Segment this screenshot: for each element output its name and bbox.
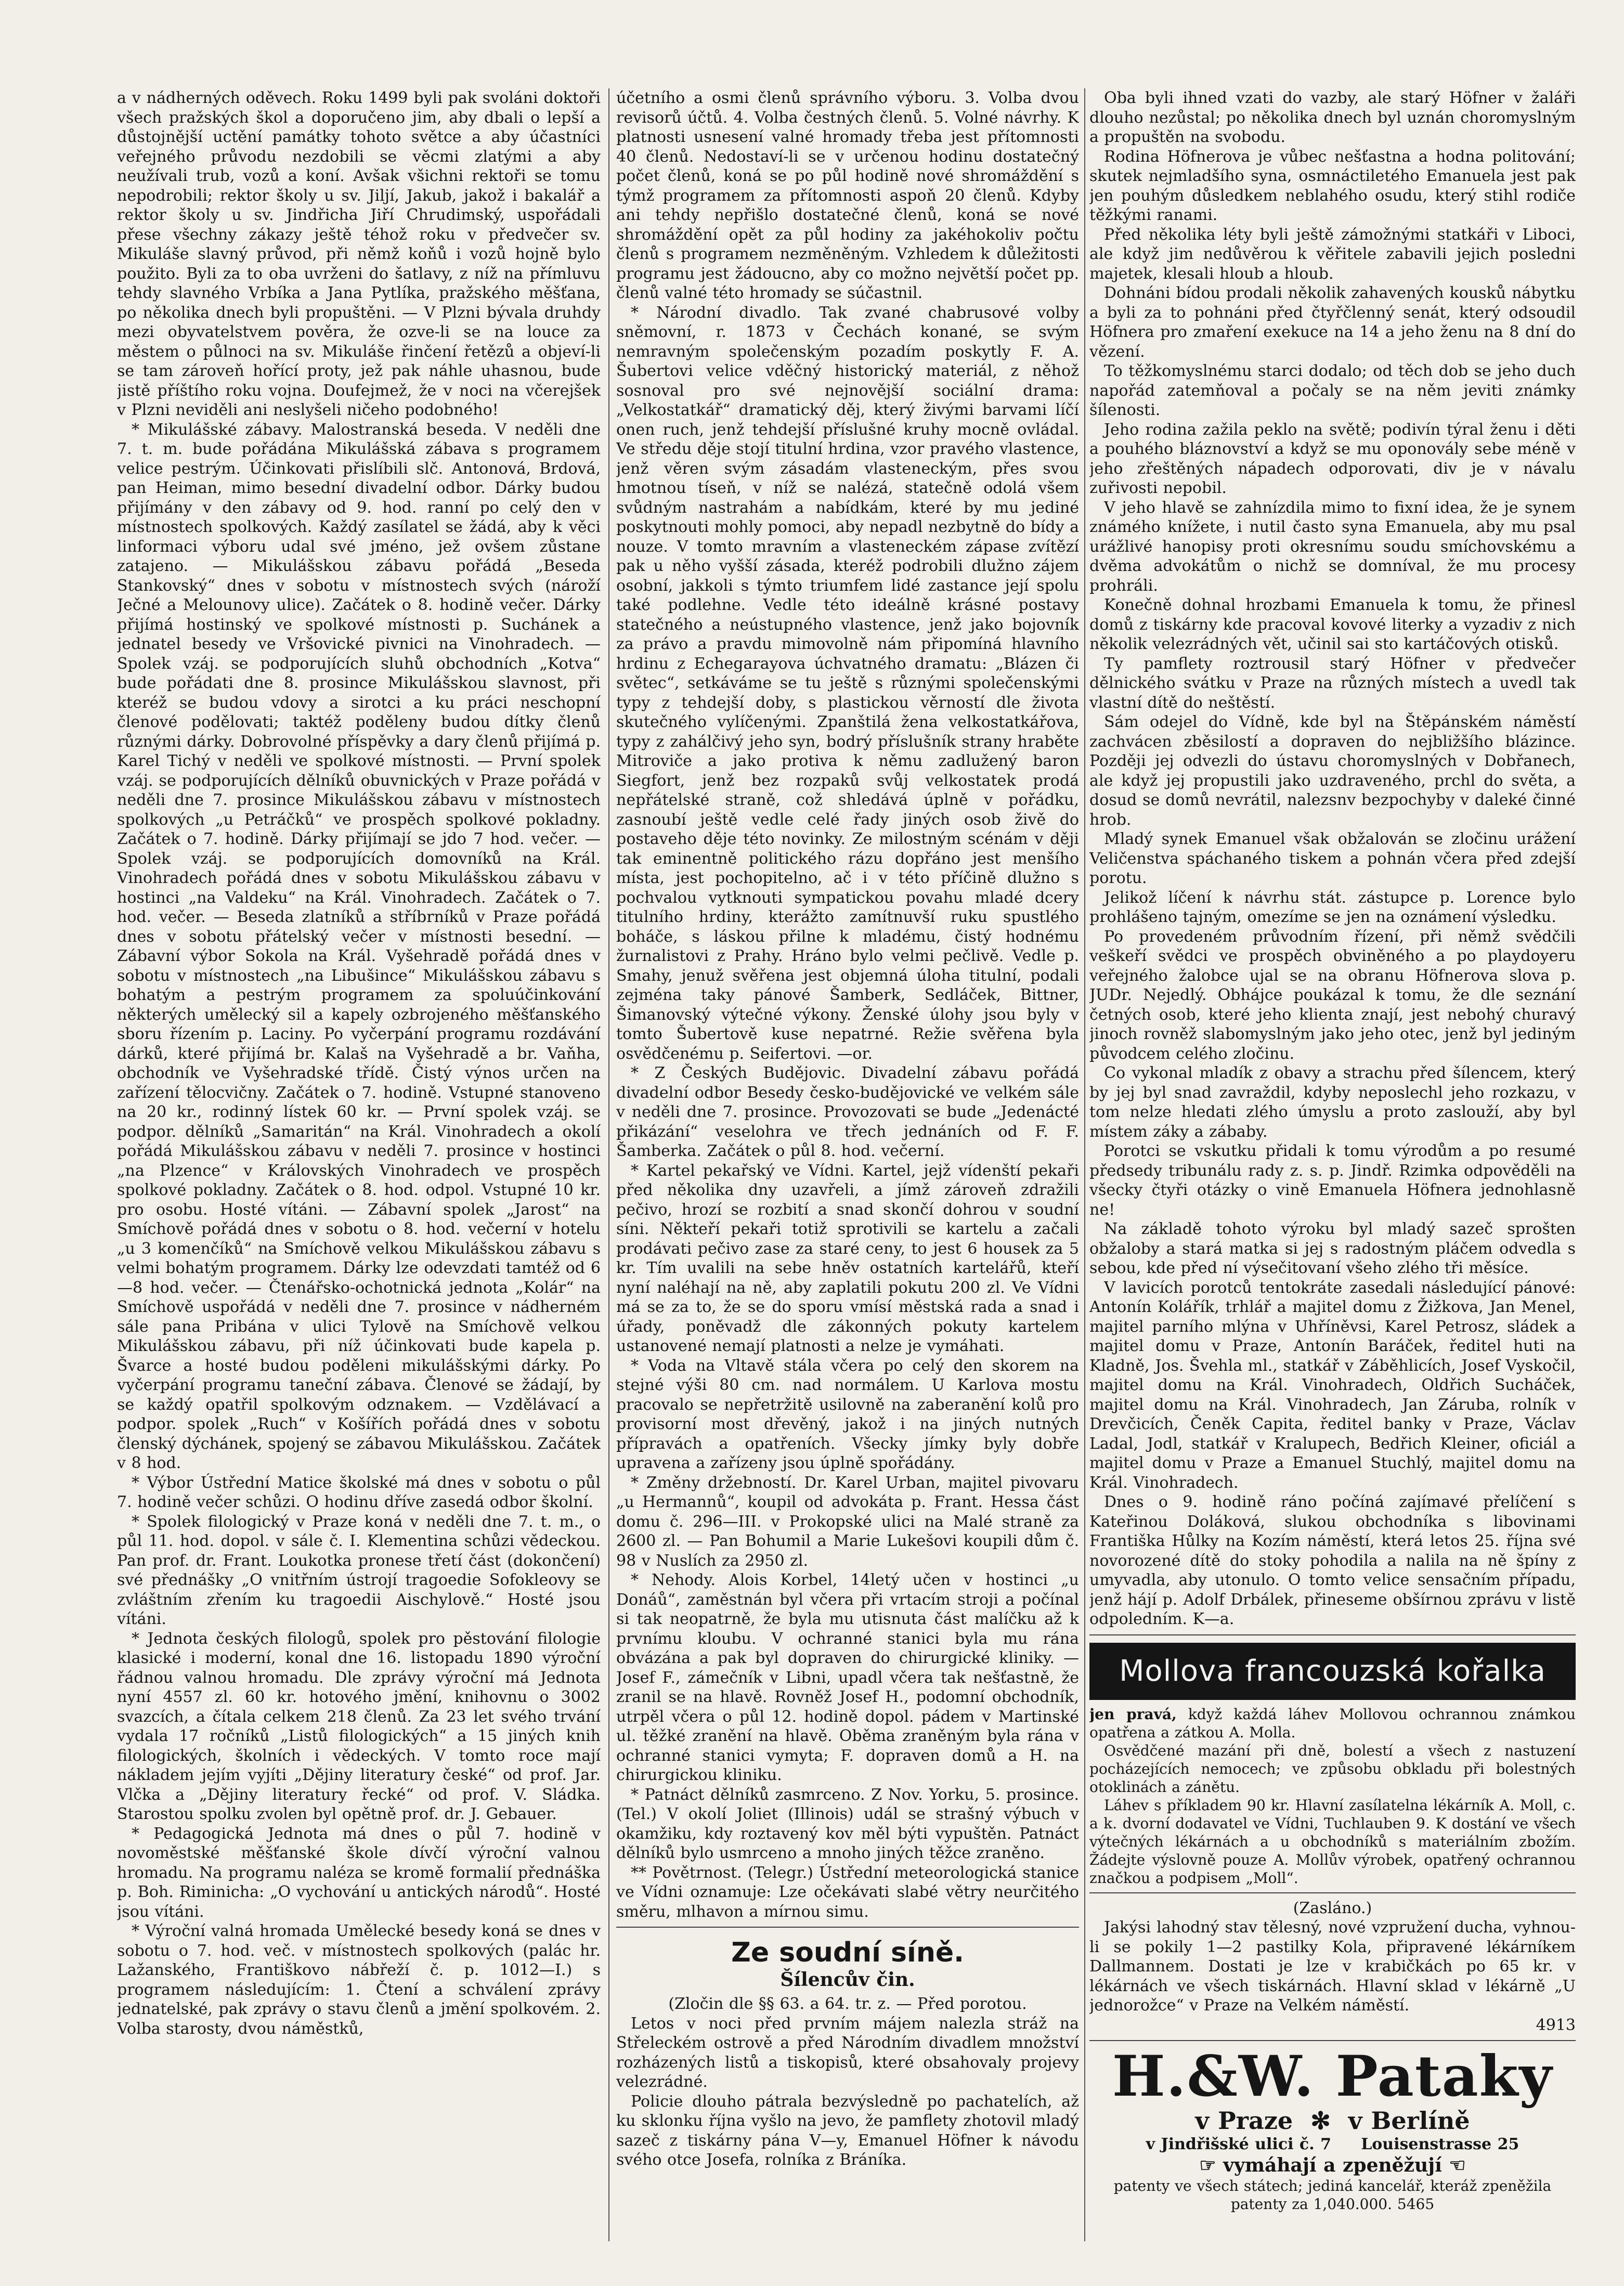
- court-continued: Mladý synek Emanuel však obžalován se zločinu urážení Veličenstva spáchaného tiskem a pohnán včera před zdejší porotu.: [1089, 830, 1576, 887]
- ad-mollova-lead-rest: když každá láhev Mollovou ochrannou známkou opatřena a zátkou A. Molla.: [1089, 1705, 1576, 1741]
- column-3: [1089, 88, 1576, 2252]
- column-2: [616, 88, 1079, 2252]
- article-kartel: * Kartel pekařský ve Vídni. Kartel, jejž vídenští pekaři před několika dny uzavřeli, a jímž zároveň zdražili pečivo, hrozí se rozbití a snad skončí dohrou v soudní síni. Někteří pekaři totiž sprotivili se kartelu a začali prodávati pečivo zase za staré ceny, to jest 6 housek za 5 kr. Tím uvalili na sebe hněv ostatních kartelářů, kteří nyní naléhají na ně, aby zaplatili pokutu 200 zl. Ve Vídni má se za to, že se do sporu vmísí městská rada a snad i úřady, poněvadž dle zákonných pokuty kartelem ustanovené nemají platnosti a nelze je vymáhati.: [616, 1161, 1079, 1355]
- ad-pataky-desc: patenty ve všech státech; jediná kancelář, kteráž zpeněžila patenty za 1,040.000.: [1113, 2177, 1552, 2213]
- ad-mollova-banner: Mollova francouzská kořalka: [1089, 1643, 1576, 1700]
- court-continued: Před několika léty byli ještě zámožnými statkáři v Liboci, ale když jim nedůvěrou k věřitele zabavili jejich posledni majetek, klesali hloub a hloub.: [1089, 225, 1576, 283]
- court-heading: Ze soudní síně.: [731, 1937, 964, 1968]
- article-umelecka-beseda: * Výroční valná hromada Umělecké besedy koná se dnes v sobotu o 7. hod. več. v místnostech spolkových (palác hr. Lažanského, Františkovo nábřeží č. p. 1012—I.) s programem následujícím: 1. Čtení a schválení zprávy jednatelské, pak zprávy o stavu členů a jmění spolkovém. 2. Volba starosty, dvou náměstků,: [117, 1922, 601, 2038]
- article-nehody: * Nehody. Alois Korbel, 14letý učen v hostinci „u Donáů“, zaměstnán byl včera při vrtacím stroji a počínal si tak neopatrně, že byla mu utisnuta část malíčku až k prvnímu kloubu. V ochranné stanici byla mu rána obvázána a pak byl dopraven do chirurgické kliniky. — Josef F., zámečník v Libni, upadl včera tak nešťastně, že zranil se na hlavě. Rovněž Josef H., podomní obchodník, utrpěl včera o půl 12. hodině dopol. pádem v Martinské ul. těžké zranění na hlavě. Oběma zraněným byla rána v ochranné stanici vymyta; F. dopraven domů a H. na chirurgickou kliniku.: [616, 1571, 1079, 1784]
- court-continued: Jeho rodina zažila peklo na světě; podivín týral ženu i děti a pouhého bláznovství a když se mu oponovály sebe méně v jeho zřeštěných nápadech odporovati, div je v návalu zuřivosti nepobil.: [1089, 420, 1576, 497]
- ad-mollova-text: Láhev s příkladem 90 kr. Hlavní zasílatelna lékárník A. Moll, c. a k. dvorní dodavatel ve Vídni, Tuchlauben 9. K dostání ve všech výtečných lékárnách a u obchodníků s materiálním zbožím. Žádejte výslovně pouze A. Mollův výrobek, opatřený ochrannou značkou a podpisem „Moll“.: [1089, 1796, 1576, 1887]
- court-line: (Zločin dle §§ 63. a 64. tr. z. — Před porotou.: [668, 1995, 1027, 2013]
- hand-pointer-icon: ☜: [1449, 2154, 1466, 2176]
- article-budejovice: * Z Českých Budějovic. Divadelní zábavu pořádá divadelní odbor Besedy česko-budějovické ve velkém sále v neděli dne 7. prosince. Provozovati se bude „Jedenácté přikázání“ veselohra ve třech jednáních od F. F. Šamberka. Začátek o půl 8. hod. večerní.: [616, 1064, 1079, 1160]
- article-drzebnosti: * Změny držebností. Dr. Karel Urban, majitel pivovaru „u Hermannů“, koupil od advokáta p. Frant. Hessa část domu č. 296—III. v Prokopské ulici na Malé straně za 2600 zl. — Pan Bohumil a Marie Lukešovi koupili dům č. 98 v Nuslích za 2950 zl.: [616, 1473, 1079, 1570]
- article-vybuch: * Patnáct dělníků zasmrceno. Z Nov. Yorku, 5. prosince. (Tel.) V okolí Joliet (Illinois) udál se strašný výbuch v okamžiku, kdy roztavený kov měl býti vypuštěn. Patnáct dělníků bylo usmrceno a mnoho jiných těžce zraněno.: [616, 1785, 1079, 1862]
- ad-pataky-address: v Jindřišské ulici č. 7: [1146, 2135, 1331, 2153]
- ad-mollova-lead: jen pravá,: [1089, 1705, 1177, 1723]
- court-continued: Dohnáni bídou prodali několik zahavených kousků nábytku a byli za to pohnáni před čtyřčlenný senát, který odsoudil Höfnera pro zmaření exekuce na 14 a jeho ženu na 8 dní do vězení.: [1089, 284, 1576, 361]
- star-icon: ✻: [1310, 2107, 1331, 2135]
- court-continued: Jelikož líčení k návrhu stát. zástupce p. Lorence bylo prohlášeno tajným, omezíme se jen na oznámení výsledku.: [1089, 888, 1576, 926]
- article-mikulas: * Mikulášské zábavy. Malostranská beseda. V neděli dne 7. t. m. bude pořádána Mikulášská zábava s programem velice pestrým. Účinkovati přislíbili slč. Antonová, Brdová, pan Heiman, mimo besední divadelní odbor. Dárky budou přijímány v den zábavy od 9. hod. ranní po celý den v místnostech spolkových. Každý zasílatel se žádá, aby k věci linformaci výboru udal své jméno, jež ovšem zůstane zatajeno. — Mikulášskou zábavu pořádá „Beseda Stankovský“ dnes v sobotu v místnostech svých (nároží Ječné a Melounovy ulice). Začátek o 8. hodině večer. Dárky přijímá hostinský ve spolkové místnosti p. Suchánek a jednatel besedy ve Vršovické pivnici na Vinohradech. — Spolek vzáj. se podporujících sluhů obchodních „Kotva“ bude pořádati dne 8. prosince Mikulášskou slavnost, při kteréž se budou vdovy a sirotci a ku práci neschopní členové podělovati; taktéž poděleny budou dítky členů různými dárky. Dobrovolné příspěvky a dary členů přijímá p. Karel Tichý v neděli ve spolkové místnosti. — První spolek vzáj. se podporujících dělníků obuvnických v Praze pořádá v neděli dne 7. prosince Mikulášskou zábavu v místnostech spolkových „u Petráčků“ ve prospěch spolkové pokladny. Začátek o 7. hodině. Dárky přijímají se jdo 7 hod. večer. — Spolek vzáj. se podporujících domovníků na Král. Vinohradech pořádá dnes v sobotu Mikulášskou zábavu v hostinci „na Valdeku“ na Král. Vinohradech. Začátek o 7. hod. večer. — Beseda zlatníků a stříbrníků v Praze pořádá dnes v sobotu přátelský večer v místnosti besední. — Zábavní výbor Sokola na Král. Vyšehradě pořádá dnes v sobotu v místnostech „na Libušince“ Mikulášskou zábavu s bohatým a pestrým programem za spoluúčinkování některých umělecký sil a kapely ozbrojeného měšťanského sboru řízením p. Laciny. Po vyčerpání programu rozdávání dárků, které přijímá br. Kalaš na Vyšehradě a br. Vaňha, obchodník ve Vyšehradské třídě. Čistý výnos určen na zařízení tělocvičny. Začátek o 7. hodině. Vstupné stanoveno na 20 kr., rodinný lístek 60 kr. — První spolek vzáj. se podpor. dělníků „Samaritán“ na Král. Vinohradech a okolí pořádá Mikulášskou zábavu v neděli 7. prosince v hostinci „na Plzence“ v Královských Vinohradech ve prospěch spolkové pokladny. Začátek o 8. hod. odpol. Vstupné 10 kr. pro osobu. Hosté vítáni. — Zábavní spolek „Jarost“ na Smíchově pořádá dnes v sobotu o 8. hod. večerní v hotelu „u 3 komenčíků“ na Smíchově velkou Mikulášskou zábavu s velmi bohatým programem. Dárky lze odevzdati tamtéž od 6—8 hod. večer. — Čtenářsko-ochotnická jednota „Kolár“ na Smíchově uspořádá v neděli dne 7. prosince v nádherném sále pana Pribána v ulici Tylově na Smíchově velkou Mikulášskou zábavu, při níž účinkovati bude kapela p. Švarce a hosté budou poděleni mikulášskými dárky. Po vyčerpání programu taneční zábava. Členové se žádají, by se každý opatřil spolkovým odznakem. — Vzdělávací a podpor. spolek „Ruch“ v Košířích pořádá dnes v sobotu členský dýchánek, spojený se zábavou Mikulášskou. Začátek v 8 hod.: [117, 420, 601, 1472]
- ad-pataky-address: Louisenstrasse 25: [1361, 2135, 1519, 2153]
- section-divider: [616, 1927, 1079, 1928]
- section-divider: [1089, 1892, 1576, 1893]
- ad-pataky-number: 5465: [1397, 2196, 1435, 2213]
- ad-pataky-city: v Praze: [1195, 2107, 1293, 2135]
- article-vltava: * Voda na Vltavě stála včera po celý den skorem na stejné výši 80 cm. nad normálem. U Karlova mostu pracovalo se nepřetržitě usilovně na zaberanění kolů pro provisorní most dřevěný, jakož i na jiných nutných přípravách a opatřeních. Všecky jímky byly dobře upravena a zařízeny jsou úplně spořádány.: [616, 1356, 1079, 1472]
- ad-pataky-name: H.&W. Pataky: [1112, 2044, 1553, 2109]
- court-continued: Ty pamflety roztrousil starý Höfner v předvečer dělnického svátku v Praze na různých místech a uvedl tak vlastní dítě do neštěstí.: [1089, 654, 1576, 712]
- article-povetrnost: ** Povětrnost. (Telegr.) Ústřední meteorologická stanice ve Vídni oznamuje: Lze očekávati slabé větry neurčitého směru, mlhavon a mírnou simu.: [616, 1863, 1079, 1921]
- article-matice: * Výbor Ústřední Matice školské má dnes v sobotu o půl 7. hodině večer schůzi. O hodinu dříve zasedá odbor školní.: [117, 1473, 601, 1511]
- article-text: a v nádherných oděvech. Roku 1499 byli pak svoláni doktoři všech pražských škol a doporučeno jim, aby dbali o lepší a důstojnější uctění památky tohoto světce a aby účastníci veřejného průvodu nezdobili se věcmi zlatými a aby neužívali trub, vozů a koní. Avšak všichni rektoři se tomu nepodrobili; rektor školy u sv. Jiljí, Jakub, jakož i bakalář a rektor školy u sv. Jindřicha Jiří Chrudimský, uspořádali přese všechny zákazy ještě téhož roku v předvečer sv. Mikuláše slavný průvod, při němž koňů i vozů hojně bylo použito. Byli za to oba uvrženi do šatlavy, z níž na přímluvu tehdy slavného Vrbíka a Jana Pytlíka, pražského měšťana, po několika dnech byli propuštěni. — V Plzni bývala druhdy mezi obyvatelstvem pověra, že ozve-li se na louce za městem o půlnoci na sv. Mikuláše řinčení řetězů a objeví-li se tam zároveň hořící proty, jež pak náhle uhasnou, bude jistě příštího roku vojna. Doufejmež, že v noci na včerejšek v Plzni neviděli ani neslyšeli ničeho podobného!: [117, 89, 601, 419]
- article-text: účetního a osmi členů správního výboru. 3. Volba dvou revisorů účtů. 4. Volba čestných členů. 5. Volné návrhy. K platnosti usnesení valné hromady třeba jest přítomnosti 40 členů. Nedostaví-li se v určenou hodinu dostatečný počet členů, koná se po půl hodině nové shromáždění s týmž programem za přítomnosti aspoň 20 členů. Kdyby ani tehdy nepřišlo dostatečné členů, koná se nové shromáždění opět za půl hodiny za jakéhokoliv počtu členů s programem nezměněným. Vzhledem k důležitosti programu jest žádoucno, aby co možno největší počet pp. členů valné této hromady se súčastnil.: [616, 89, 1079, 302]
- column-rule: [608, 88, 609, 2241]
- zaslano-title: (Zasláno.): [1293, 1899, 1372, 1917]
- court-continued: To těžkomyslnému starci dodalo; od těch dob se jeho duch napořád zatemňoval a počaly se na něm jeviti známky šílenosti.: [1089, 362, 1576, 419]
- ad-pataky: [1089, 2046, 1576, 2213]
- court-continued: V lavicích porotců tentokráte zasedali následující pánové: Antonín Kolářík, trhlář a majitel domu z Žižkova, Jan Menel, majitel parního mlýna v Uhříněvsi, Karel Petrosz, sládek a majitel domu v Praze, Antonín Baráček, ředitel huti na Kladně, Jos. Švehla ml., statkář v Záběhlicích, Josef Vyskočil, majitel domu na Král. Vinohradech, Oldřich Sucháček, majitel domu na Král. Vinohradech, Jan Záruba, rolník v Drevčicích, Čeněk Capita, ředitel banky v Praze, Václav Ladal, Jodl, statkář v Kralupech, Bedřich Kleiner, oficiál a majitel domu v Praze a Emanuel Stuchlý, majitel domu na Král. Vinohradech.: [1089, 1278, 1576, 1492]
- court-continued: Porotci se vskutku přidali k tomu výrodům a po resumé předsedy tribunálu rady z. s. p. Jindř. Rzimka odpověděli na všecky čtyři otázky o vině Emanuela Höfnera jednohlasně ne!: [1089, 1142, 1576, 1219]
- court-continued: Konečně dohnal hrozbami Emanuela k tomu, že přinesl domů z tiskárny kde pracoval kovové literky a vyzadiv z nich několik velezrádných vět, učinil sai sto kartáčových otisků.: [1089, 596, 1576, 653]
- article-narodni-divadlo: * Národní divadlo. Tak zvané chabrusové volby sněmovní, r. 1873 v Čechách konané, se svým nemravným společenským pozadím poskytly F. A. Šubertovi velice vděčný historický materiál, z něhož sosnoval pro své nejnovější sociální drama: „Velkostatkář“ dramatický děj, který živými barvami líčí onen ruch, jenž tehdejší příslušné kruhy mocně ovládal. Ve středu děje stojí titulní hrdina, vzor pravého vlastence, jenž věren svým zásadám vlasteneckým, přes svou hmotnou tíseň, v níž se nalézá, statečně odolá všem svůdným nastrahám a nabídkám, které by mu jediné poskytnouti mohly pomoci, aby nepadl nezbytně do bídy a nouze. V tomto mravním a vlasteneckém zápase zvítězí pak u něho vyšší zásada, kteréž podrobili dlužno zájem osobní, jakkoli s týmto triumfem lidé zastance její spolu také podlehne. Vedle této ideálně krásné postavy statečného a neústupného vlastence, jenž jako bojovník za právo a pravdu mimovolně nám připomíná hlavního hrdinu z Echegarayova úchvatného dramatu: „Blázen či světec“, setkáváme se tu ještě s různými společenskými typy z tehdejší doby, s plastickou věrností dle života skutečného vylíčenými. Zpanštilá žena velkostatkářova, typy z zahálčivý jeho syn, bodrý příslušník strany hraběte Mitroviče a jako protiva k němu zadlužený baron Siegfort, jenž bez rozpaků svůj velkostatek prodá nepřátelské straně, což shledává úplně v pořádku, zasnoubí ještě vedle celé řady jiných osob živě do postaveho děje této novinky. Ze milostným scénám v ději tak eminentně politického rázu dopřáno jest menšího místa, jest pochopitelno, ač i v této příčině dlužno s pochvalou vytknouti sympatickou povahu mladé dcery titulního hrdiny, kterážto zamítnuvší ruku spustlého boháče, s láskou přilne k mladému, čistý hodnému žurnalistovi z Prahy. Hráno bylo velmi pečlivě. Vedle p. Smahy, jenuž svěřena jest objemná úloha titulní, podali zejména taky pánové Šamberk, Sedláček, Bittner, Šimanovský výtečné výkony. Ženské úlohy jsou byly v tomto Šubertově kuse nepatrné. Režie svěřena byla osvědčenému p. Seifertovi. —or.: [616, 303, 1079, 1063]
- ad-pataky-tagline-text: vymáhají a zpeněžují: [1223, 2154, 1442, 2176]
- court-paragraph: Letos v noci před prvním májem nalezla stráž na Střeleckém ostrově a před Národním divadlem množství rozházených listů a tiskopisů, které obsahovaly projevy velezrádné.: [616, 2014, 1079, 2091]
- court-section-header: [616, 1937, 1079, 1991]
- ad-mollova-text: [1089, 1705, 1576, 1742]
- court-continued: Rodina Höfnerova je vůbec nešťastna a hodna politování; skutek nejmladšího syna, osmnáctiletého Emanuela jest pak jen pouhým důsledkem neblahého osudu, který stihl rodiče těžkými ranami.: [1089, 147, 1576, 224]
- court-subheading: Šílencův čin.: [780, 1969, 915, 1991]
- section-divider: [1089, 2040, 1576, 2041]
- ad-pataky-cities: [1089, 2107, 1576, 2135]
- court-continued: Co vykonal mladík z obavy a strachu před šílencem, který by jej byl snad zavraždil, kdyby neposlechl jeho rozkazu, v tom nelze hledati zlého úmyslu a proto zaslouží, aby byl místem záky a zábaby.: [1089, 1064, 1576, 1141]
- zaslano-number: 4913: [1536, 2016, 1576, 2034]
- court-continued: Na základě tohoto výroku byl mladý sazeč sprošten obžaloby a stará matka si jej s radostným pláčem odvedla s sebou, kde před ní výsečitovaní všeho zlého tři měsíce.: [1089, 1220, 1576, 1277]
- ad-pataky-tagline: [1089, 2154, 1576, 2177]
- hand-pointer-icon: ☞: [1199, 2154, 1216, 2176]
- column-1: [117, 88, 601, 2252]
- ad-pataky-addresses: [1089, 2135, 1576, 2154]
- court-continued: Dnes o 9. hodině ráno počíná zajímavé přelíčení s Kateřinou Doláková, slukou obchodníka s libovinami Františka Hůlky na Kozím náměstí, která letos 25. října své novorozené dítě do stoky pohodila a nalila na ně špíny z umyvadla, aby utonulo. O tomto velice sensačním případu, jenž hájí p. Adolf Drbálek, přineseme obšírnou zprávu v listě odpoledním. K—a.: [1089, 1493, 1576, 1628]
- court-continued: Oba byli ihned vzati do vazby, ale starý Höfner v žaláři dlouho nezůstal; po několika dnech byl uznán choromyslným a propuštěn na svobodu.: [1089, 89, 1576, 146]
- ad-pataky-text: [1089, 2177, 1576, 2213]
- article-jednota-filologu: * Jednota českých filologů, spolek pro pěstování filologie klasické i moderní, konal dne 16. listopadu 1890 výroční řádnou valnou hromadu. Dle zprávy výroční má Jednota nyní 4557 zl. 60 kr. hotového jmění, knihovnu o 3002 svazcích, a čítala celkem 218 členů. Za 23 let svého trvání vydala 17 ročníků „Listů filologických“ a 15 jiných knih filologických, školních i vědeckých. V tomto roce mají nákladem jejím vyjíti „Dějiny literatury české“ od prof. Jar. Vlčka a „Dějiny literatury řecké“ od prof. V. Sládka. Starostou spolku zvolen byl opětně prof. dr. J. Gebauer.: [117, 1629, 601, 1823]
- column-rule: [1084, 88, 1085, 2241]
- ad-mollova-text: Osvědčené mazání při dně, bolestí a všech z nastuzení pocházejících nemocech; ve způsobu obkladu při bolestných otoklinách a zánětu.: [1089, 1742, 1576, 1796]
- court-continued: Po provedeném průvodním řízení, při němž svědčili veškeří svědci ve prospěch obviněného a po playdoyeru veřejného žalobce ujal se na obranu Höfnerova slova p. JUDr. Nejedlý. Obhájce poukázal k tomu, že dle seznání četných osob, které jeho klienta znají, jest nebohý churavý jinoch rovněž slabomyslným jako jeho otec, jenž byl jediným původcem celého zločinu.: [1089, 927, 1576, 1063]
- court-paragraph: Policie dlouho pátrala bezvýsledně po pachatelích, až ku sklonku října vyšlo na jevo, že pamflety zhotovil mladý sazeč z tiskárny pána V—y, Emanuel Höfner k návodu svého otce Josefa, rolníka z Bráníka.: [616, 2092, 1079, 2169]
- zaslano-text: Jakýsi lahodný stav tělesný, nové vzpružení ducha, vyhnou-li se pokily 1—2 pastilky Kola, připravené lékárníkem Dallmannem. Dostati je lze v krabičkách po 65 kr. v lékárnách ve všech tiskárnách. Hlavní sklad v lékárně „U jednorožce“ v Praze na Velkém náměstí.: [1089, 1918, 1576, 2015]
- article-pedagogicka-jednota: * Pedagogická Jednota má dnes o půl 7. hodině v novoměstské měšťanské škole dívčí výroční valnou hromadu. Na programu naléza se kromě formalií přednáška p. Boh. Riminicha: „O vychování u antických národů“. Hosté jsou vítáni.: [117, 1824, 601, 1921]
- court-continued: Sám odejel do Vídně, kde byl na Štěpánském náměstí zachvácen zběsilostí a dopraven do nejbližšího blázince. Později jej odvezli do ústavu choromyslných v Dobřanech, ale když jej propustili jako uzdraveného, prchl do světa, a dosud se domů nevrátil, nalezsnv bezpochyby v daleké činné hrob.: [1089, 713, 1576, 829]
- ad-pataky-city: v Berlíně: [1348, 2107, 1470, 2135]
- article-filolog-spolek: * Spolek filologický v Praze koná v neděli dne 7. t. m., o půl 11. hod. dopol. v sále č. I. Klementina schůzi vědeckou. Pan prof. dr. Frant. Loukotka pronese třetí část (dokončení) své přednášky „O vnitřním ústrojí tragoedie Sofokleovy se zvláštním zřením ku tragoedii Aischylově.“ Hosté jsou vítáni.: [117, 1512, 601, 1628]
- court-continued: V jeho hlavě se zahnízdila mimo to fixní idea, že je synem známého knížete, i nutil často syna Emanuela, aby mu psal urážlivé hanopisy proti okresnímu soudu smíchovskému a dvěma advokátům o nichž se domníval, že mu procesy prohráli.: [1089, 498, 1576, 595]
- section-divider: [1089, 1634, 1576, 1635]
